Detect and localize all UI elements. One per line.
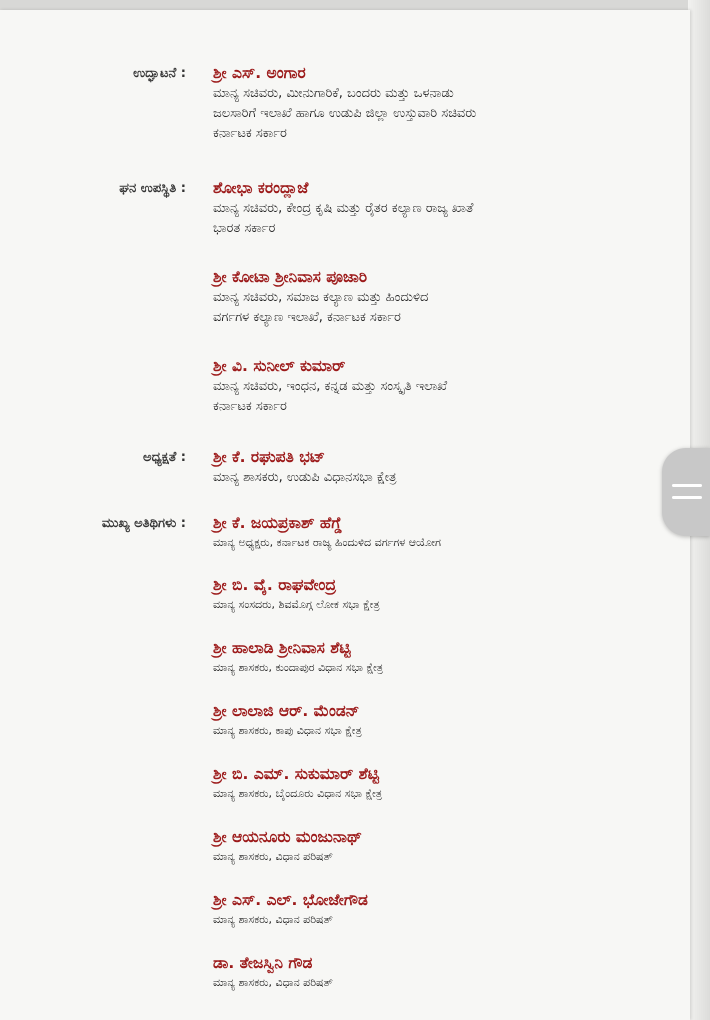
person-raghupati [213, 446, 613, 488]
person-haladi [213, 637, 613, 677]
person-role: ಮಾನ್ಯ ಶಾಸಕರು, ಉಡುಪಿ ವಿಧಾನಸಭಾ ಕ್ಷೇತ್ರ [213, 470, 397, 485]
person-role: ಮಾನ್ಯ ಶಾಸಕರು, ಬೈಂದೂರು ವಿಧಾನ ಸಭಾ ಕ್ಷೇತ್ರ [213, 787, 383, 800]
person-role: ಮಾನ್ಯ ಅಧ್ಯಕ್ಷರು, ಕರ್ನಾಟಕ ರಾಜ್ಯ ಹಿಂದುಳಿದ ವರ್ಗಗಳ ಆಯೋಗ [213, 536, 441, 549]
person-bhojegowda [213, 889, 613, 929]
person-name: ಶ್ರೀ ಲಾಲಾಜಿ ಆರ್. ಮೆಂಡನ್ [213, 702, 360, 720]
person-role: ಭಾರತ ಸರ್ಕಾರ [213, 221, 276, 236]
person-sukumar [213, 763, 613, 803]
person-role: ಮಾನ್ಯ ಸಚಿವರು, ಕೇಂದ್ರ ಕೃಷಿ ಮತ್ತು ರೈತರ ಕಲ್ಯಾಣ ರಾಜ್ಯ ಖಾತೆ [213, 201, 474, 216]
person-kota [213, 266, 613, 328]
person-role: ಮಾನ್ಯ ಶಾಸಕರು, ವಿಧಾನ ಪರಿಷತ್ [213, 913, 333, 926]
person-name: ಶ್ರೀ ಕೆ. ರಘುಪತಿ ಭಟ್ [213, 448, 325, 466]
person-name: ಶ್ರೀ ಆಯನೂರು ಮಂಜುನಾಥ್ [213, 828, 362, 846]
scroll-handle[interactable] [662, 448, 710, 536]
document-page [0, 10, 690, 1020]
person-role: ಮಾನ್ಯ ಶಾಸಕರು, ಕುಂದಾಪುರ ವಿಧಾನ ಸಭಾ ಕ್ಷೇತ್ರ [213, 661, 384, 674]
person-role: ಮಾನ್ಯ ಸಂಸದರು, ಶಿವಮೊಗ್ಗ ಲೋಕ ಸಭಾ ಕ್ಷೇತ್ರ [213, 598, 380, 611]
person-name: ಶ್ರೀ ಕೆ. ಜಯಪ್ರಕಾಶ್ ಹೆಗ್ಡೆ [213, 514, 343, 532]
label-inauguration: ಉದ್ಘಾಟನೆ : [133, 66, 186, 81]
person-name: ಶ್ರೀ ಹಾಲಾಡಿ ಶ್ರೀನಿವಾಸ ಶೆಟ್ಟಿ [213, 639, 351, 657]
person-shobha [213, 177, 613, 239]
person-role: ವರ್ಗಗಳ ಕಲ್ಯಾಣ ಇಲಾಖೆ, ಕರ್ನಾಟಕ ಸರ್ಕಾರ [213, 310, 401, 325]
person-role: ಮಾನ್ಯ ಸಚಿವರು, ಮೀನುಗಾರಿಕೆ, ಬಂದರು ಮತ್ತು ಒಳನಾಡು [213, 86, 454, 101]
person-name: ಶೋಭಾ ಕರಂದ್ಲಾಜೆ [213, 179, 309, 197]
label-chief-guests: ಮುಖ್ಯ ಅತಿಥಿಗಳು : [101, 516, 186, 531]
person-role: ಮಾನ್ಯ ಸಚಿವರು, ಇಂಧನ, ಕನ್ನಡ ಮತ್ತು ಸಂಸ್ಕೃತಿ ಇಲಾಖೆ [213, 379, 448, 394]
handle-grip-icon [672, 484, 702, 487]
person-role: ಮಾನ್ಯ ಶಾಸಕರು, ಕಾಪು ವಿಧಾನ ಸಭಾ ಕ್ಷೇತ್ರ [213, 724, 362, 737]
person-lalaji [213, 700, 613, 740]
person-role: ಮಾನ್ಯ ಸಚಿವರು, ಸಮಾಜ ಕಲ್ಯಾಣ ಮತ್ತು ಹಿಂದುಳಿದ [213, 290, 429, 305]
person-tejaswini [213, 952, 613, 992]
person-role: ಕರ್ನಾಟಕ ಸರ್ಕಾರ [213, 399, 287, 414]
person-role: ಮಾನ್ಯ ಶಾಸಕರು, ವಿಧಾನ ಪರಿಷತ್ [213, 850, 333, 863]
person-name: ಶ್ರೀ ಬಿ. ವೈ. ರಾಘವೇಂದ್ರ [213, 576, 337, 594]
label-presidency: ಅಧ್ಯಕ್ಷತೆ : [143, 450, 186, 465]
person-sunil [213, 355, 613, 417]
person-role: ಜಲಸಾರಿಗೆ ಇಲಾಖೆ ಹಾಗೂ ಉಡುಪಿ ಜಿಲ್ಲಾ ಉಸ್ತುವಾರಿ ಸಚಿವರು [213, 106, 477, 121]
person-jayaprakash [213, 512, 613, 552]
person-role: ಮಾನ್ಯ ಶಾಸಕರು, ವಿಧಾನ ಪರಿಷತ್ [213, 976, 333, 989]
person-angara [213, 62, 613, 144]
person-raghavendra [213, 574, 613, 614]
person-role: ಕರ್ನಾಟಕ ಸರ್ಕಾರ [213, 126, 287, 141]
person-name: ಶ್ರೀ ವಿ. ಸುನೀಲ್ ಕುಮಾರ್ [213, 357, 346, 375]
handle-grip-icon [672, 496, 702, 499]
person-name: ಡಾ. ತೇಜಸ್ವಿನಿ ಗೌಡ [213, 954, 313, 972]
person-name: ಶ್ರೀ ಎಸ್. ಎಲ್. ಭೋಜೇಗೌಡ [213, 891, 368, 909]
person-name: ಶ್ರೀ ಬಿ. ಎಮ್. ಸುಕುಮಾರ್ ಶೆಟ್ಟಿ [213, 765, 379, 783]
person-name: ಶ್ರೀ ಎಸ್. ಅಂಗಾರ [213, 64, 306, 82]
label-chief-presence: ಘನ ಉಪಸ್ಥಿತಿ : [119, 181, 186, 196]
person-ayanuru [213, 826, 613, 866]
person-name: ಶ್ರೀ ಕೋಟಾ ಶ್ರೀನಿವಾಸ ಪೂಜಾರಿ [213, 268, 368, 286]
